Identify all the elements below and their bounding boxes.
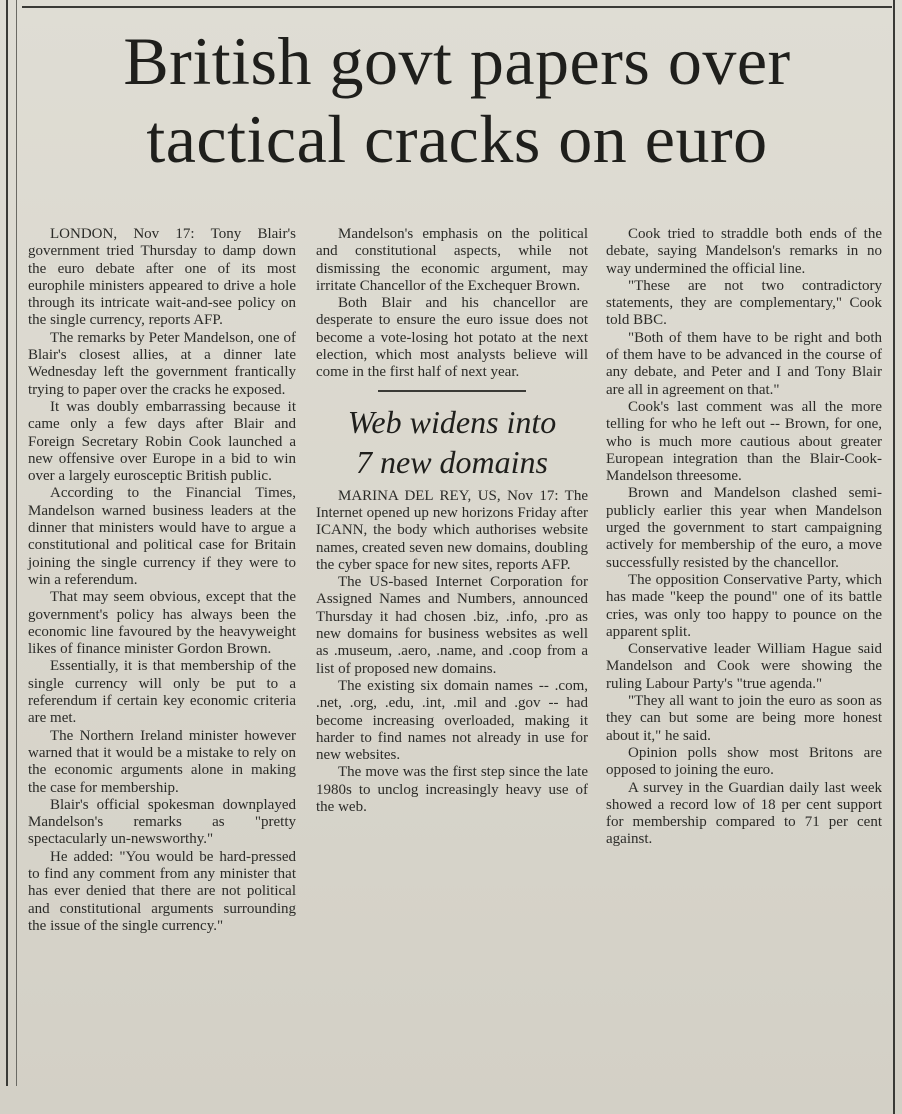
- sidebar-headline: [316, 402, 588, 482]
- article-paragraph: Both Blair and his chancellor are desperate to ensure the euro issue does not become a vote-losing hot potato at the next election, which most analysts believe will come in the first half of next year.: [316, 295, 588, 381]
- headline-line-2: tactical cracks on euro: [146, 101, 768, 177]
- top-cutoff-strip: [22, 0, 892, 8]
- article-paragraph: The Northern Ireland minister however warned that it would be a mistake to rely on the economic arguments alone in making the case for membership.: [28, 727, 296, 796]
- headline-line-1: British govt papers over: [123, 23, 791, 99]
- article-paragraph: A survey in the Guardian daily last week showed a record low of 18 per cent support for membership compared to 71 per cent against.: [606, 779, 882, 848]
- article-paragraph: He added: "You would be hard-pressed to find any comment from any minister that has ever denied that there are not political and constitutional arguments surrounding the issue of the single currency.": [28, 848, 296, 934]
- article-paragraph: The remarks by Peter Mandelson, one of Blair's closest allies, at a dinner late Wednesday left the government frantically trying to paper over the cracks he exposed.: [28, 329, 296, 398]
- right-column-rule: [893, 0, 895, 1114]
- left-column-rule-thin: [16, 0, 17, 1086]
- article-paragraph: "These are not two contradictory statements, they are complementary," Cook told BBC.: [606, 277, 882, 329]
- sidebar-paragraph: MARINA DEL REY, US, Nov 17: The Internet opened up new horizons Friday after ICANN, the body which authorises website names, created seven new domains, doubling the cyber space for new sites, reports AFP.: [316, 487, 588, 573]
- article-paragraph: Cook's last comment was all the more telling for who he left out -- Brown, for one, who is much more cautious about greater European integration than the Blair-Cook-Mandelson threesome.: [606, 398, 882, 485]
- article-column-2: [316, 226, 588, 816]
- main-headline: [22, 22, 892, 178]
- section-divider: [378, 390, 526, 392]
- article-paragraph: Essentially, it is that membership of the single currency will only be put to a referendum if certain key economic criteria are met.: [28, 658, 296, 727]
- article-paragraph: According to the Financial Times, Mandelson warned business leaders at the dinner that ministers would have to argue a constitutional and political case for Britain joining the single currency if they were to win a referendum.: [28, 485, 296, 588]
- sidebar-headline-line-2: 7 new domains: [356, 443, 548, 480]
- article-paragraph: "They all want to join the euro as soon as they can but some are being more honest about it," he said.: [606, 693, 882, 744]
- article-paragraph: It was doubly embarrassing because it came only a few days after Blair and Foreign Secretary Robin Cook launched a new offensive over Europe in a bid to win over a largely eurosceptic British public.: [28, 398, 296, 485]
- article-paragraph: LONDON, Nov 17: Tony Blair's government tried Thursday to damp down the euro debate after one of its most europhile ministers appeared to drive a hole through its intricate wait-and-see policy on the single currency, reports AFP.: [28, 226, 296, 329]
- article-paragraph: "Both of them have to be right and both of them have to be advanced in the course of any debate, and Peter and I and Tony Blair are all in agreement on that.": [606, 329, 882, 398]
- article-paragraph: The opposition Conservative Party, which has made "keep the pound" one of its battle cries, was only too happy to pounce on the apparent split.: [606, 571, 882, 640]
- article-paragraph: Opinion polls show most Britons are opposed to joining the euro.: [606, 744, 882, 779]
- article-paragraph: That may seem obvious, except that the government's policy has always been the economic line favoured by the heavyweight likes of finance minister Gordon Brown.: [28, 589, 296, 658]
- article-column-3: [606, 226, 882, 849]
- sidebar-paragraph: The existing six domain names -- .com, .net, .org, .edu, .int, .mil and .gov -- had become increasing overloaded, making it harder to find names not already in use for new websites.: [316, 677, 588, 764]
- article-paragraph: Mandelson's emphasis on the political and constitutional aspects, while not dismissing the economic argument, may irritate Chancellor of the Exchequer Brown.: [316, 226, 588, 294]
- left-column-rule: [6, 0, 8, 1086]
- article-paragraph: Conservative leader William Hague said Mandelson and Cook were showing the ruling Labour Party's "true agenda.": [606, 641, 882, 692]
- article-column-1: [28, 226, 296, 935]
- sidebar-paragraph: The move was the first step since the late 1980s to unclog increasingly heavy use of the web.: [316, 764, 588, 816]
- sidebar-headline-line-1: Web widens into: [347, 403, 557, 440]
- article-paragraph: Blair's official spokesman downplayed Mandelson's remarks as "pretty spectacularly un-newsworthy.": [28, 796, 296, 848]
- sidebar-paragraph: The US-based Internet Corporation for Assigned Names and Numbers, announced Thursday it had chosen .biz, .info, .pro as new domains for business websites as well as .museum, .aero, .name, and .coop from a list of proposed new domains.: [316, 574, 588, 677]
- article-paragraph: Brown and Mandelson clashed semi-publicly earlier this year when Mandelson urged the government to start campaigning actively for membership of the euro, a move successfully resisted by the chancellor.: [606, 485, 882, 571]
- article-paragraph: Cook tried to straddle both ends of the debate, saying Mandelson's remarks in no way undermined the official line.: [606, 226, 882, 277]
